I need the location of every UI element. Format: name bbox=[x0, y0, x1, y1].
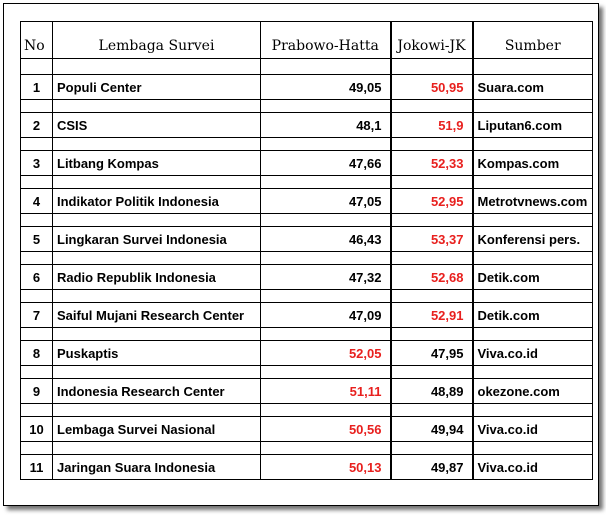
spacer-row bbox=[21, 404, 593, 417]
row-sumber: Suara.com bbox=[473, 75, 593, 100]
row-sumber: Viva.co.id bbox=[473, 341, 593, 366]
row-sumber: Kompas.com bbox=[473, 151, 593, 176]
table-row bbox=[21, 379, 593, 404]
row-no: 11 bbox=[21, 455, 53, 480]
spacer-row bbox=[21, 252, 593, 265]
spacer-row bbox=[21, 176, 593, 189]
header-lembaga: Lembaga Survei bbox=[53, 22, 261, 59]
row-prabowo-value: 47,09 bbox=[261, 303, 391, 328]
row-jokowi-value: 50,95 bbox=[391, 75, 473, 100]
table-header bbox=[21, 22, 593, 75]
row-jokowi-value: 52,95 bbox=[391, 189, 473, 214]
spacer-row bbox=[21, 366, 593, 379]
spacer-row bbox=[21, 138, 593, 151]
row-lembaga: Radio Republik Indonesia bbox=[53, 265, 261, 290]
row-sumber: Konferensi pers. bbox=[473, 227, 593, 252]
row-jokowi-value: 47,95 bbox=[391, 341, 473, 366]
table-body bbox=[21, 75, 593, 480]
row-jokowi-value: 52,33 bbox=[391, 151, 473, 176]
table-row bbox=[21, 341, 593, 366]
table-row bbox=[21, 151, 593, 176]
table-row bbox=[21, 113, 593, 138]
row-no: 8 bbox=[21, 341, 53, 366]
row-no: 4 bbox=[21, 189, 53, 214]
row-lembaga: Litbang Kompas bbox=[53, 151, 261, 176]
row-sumber: Detik.com bbox=[473, 303, 593, 328]
row-jokowi-value: 49,87 bbox=[391, 455, 473, 480]
row-lembaga: Puskaptis bbox=[53, 341, 261, 366]
row-lembaga: Populi Center bbox=[53, 75, 261, 100]
row-sumber: Metrotvnews.com bbox=[473, 189, 593, 214]
row-no: 10 bbox=[21, 417, 53, 442]
row-sumber: Liputan6.com bbox=[473, 113, 593, 138]
row-prabowo-value: 47,32 bbox=[261, 265, 391, 290]
row-prabowo-value: 49,05 bbox=[261, 75, 391, 100]
header-row bbox=[21, 22, 593, 59]
spacer-row bbox=[21, 290, 593, 303]
row-sumber: okezone.com bbox=[473, 379, 593, 404]
row-prabowo-value: 47,66 bbox=[261, 151, 391, 176]
row-sumber: Viva.co.id bbox=[473, 417, 593, 442]
row-prabowo-value: 48,1 bbox=[261, 113, 391, 138]
header-spacer-row bbox=[21, 59, 593, 75]
row-no: 5 bbox=[21, 227, 53, 252]
row-jokowi-value: 51,9 bbox=[391, 113, 473, 138]
row-prabowo-value: 50,56 bbox=[261, 417, 391, 442]
row-lembaga: Indikator Politik Indonesia bbox=[53, 189, 261, 214]
row-jokowi-value: 49,94 bbox=[391, 417, 473, 442]
survey-results-table bbox=[20, 21, 593, 480]
row-lembaga: Lingkaran Survei Indonesia bbox=[53, 227, 261, 252]
row-no: 2 bbox=[21, 113, 53, 138]
row-prabowo-value: 46,43 bbox=[261, 227, 391, 252]
row-prabowo-value: 50,13 bbox=[261, 455, 391, 480]
row-no: 3 bbox=[21, 151, 53, 176]
row-no: 7 bbox=[21, 303, 53, 328]
row-sumber: Viva.co.id bbox=[473, 455, 593, 480]
row-jokowi-value: 52,68 bbox=[391, 265, 473, 290]
spacer-row bbox=[21, 214, 593, 227]
row-lembaga: CSIS bbox=[53, 113, 261, 138]
row-prabowo-value: 52,05 bbox=[261, 341, 391, 366]
spacer-row bbox=[21, 442, 593, 455]
row-lembaga: Saiful Mujani Research Center bbox=[53, 303, 261, 328]
header-no: No bbox=[21, 22, 53, 59]
table-row bbox=[21, 265, 593, 290]
row-jokowi-value: 48,89 bbox=[391, 379, 473, 404]
table-row bbox=[21, 227, 593, 252]
table-row bbox=[21, 189, 593, 214]
table-row bbox=[21, 455, 593, 480]
table-frame bbox=[3, 3, 599, 506]
spacer-row bbox=[21, 328, 593, 341]
table-row bbox=[21, 417, 593, 442]
row-lembaga: Jaringan Suara Indonesia bbox=[53, 455, 261, 480]
row-lembaga: Lembaga Survei Nasional bbox=[53, 417, 261, 442]
row-jokowi-value: 52,91 bbox=[391, 303, 473, 328]
row-jokowi-value: 53,37 bbox=[391, 227, 473, 252]
header-jokowi: Jokowi-JK bbox=[391, 22, 473, 59]
spacer-row bbox=[21, 100, 593, 113]
header-prabowo: Prabowo-Hatta bbox=[261, 22, 391, 59]
row-prabowo-value: 51,11 bbox=[261, 379, 391, 404]
table-row bbox=[21, 303, 593, 328]
row-sumber: Detik.com bbox=[473, 265, 593, 290]
row-no: 6 bbox=[21, 265, 53, 290]
row-no: 9 bbox=[21, 379, 53, 404]
header-sumber: Sumber bbox=[473, 22, 593, 59]
row-lembaga: Indonesia Research Center bbox=[53, 379, 261, 404]
row-no: 1 bbox=[21, 75, 53, 100]
row-prabowo-value: 47,05 bbox=[261, 189, 391, 214]
table-row bbox=[21, 75, 593, 100]
